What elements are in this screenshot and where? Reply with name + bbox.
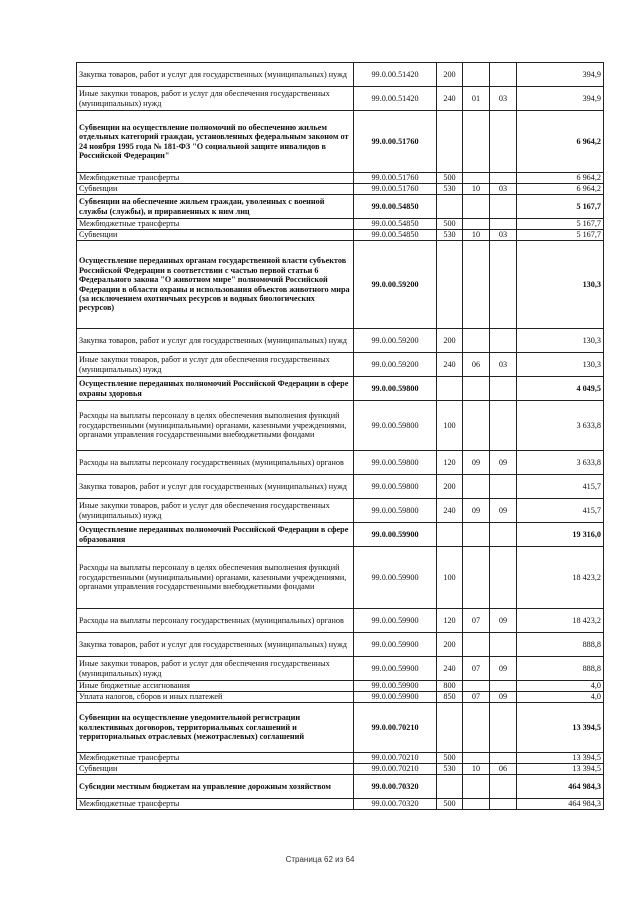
row-amount: 464 984,3: [517, 799, 604, 810]
row-code: 99.0.00.59200: [354, 329, 437, 353]
row-expense-type: [437, 523, 463, 547]
row-section: [463, 547, 490, 609]
table-row: [77, 173, 604, 184]
row-expense-type: 100: [437, 547, 463, 609]
table-row: [77, 230, 604, 241]
row-subsection: [490, 547, 517, 609]
row-section: [463, 241, 490, 329]
row-amount: 4 049,5: [517, 377, 604, 401]
row-subsection: 09: [490, 499, 517, 523]
row-code: 99.0.00.59900: [354, 633, 437, 657]
row-expense-type: 500: [437, 173, 463, 184]
table-row: [77, 87, 604, 111]
row-subsection: [490, 703, 517, 753]
row-amount: 6 964,2: [517, 173, 604, 184]
table-row: [77, 692, 604, 703]
row-subsection: [490, 799, 517, 810]
row-section: 07: [463, 692, 490, 703]
row-section: 09: [463, 451, 490, 475]
row-name: Иные закупки товаров, работ и услуг для обеспечения государственных (муниципальных) нужд: [77, 87, 354, 111]
row-section: [463, 219, 490, 230]
row-subsection: [490, 63, 517, 87]
table-row: [77, 799, 604, 810]
row-name: Субсидии местным бюджетам на управление дорожным хозяйством: [77, 775, 354, 799]
row-expense-type: 530: [437, 230, 463, 241]
row-subsection: [490, 377, 517, 401]
row-code: 99.0.00.59900: [354, 657, 437, 681]
row-name: Закупка товаров, работ и услуг для государственных (муниципальных) нужд: [77, 475, 354, 499]
row-amount: 5 167,7: [517, 219, 604, 230]
row-name: Закупка товаров, работ и услуг для государственных (муниципальных) нужд: [77, 633, 354, 657]
row-section: 01: [463, 87, 490, 111]
row-amount: 4,0: [517, 692, 604, 703]
row-amount: 18 423,2: [517, 547, 604, 609]
row-code: 99.0.00.59800: [354, 401, 437, 451]
row-name: Межбюджетные трансферты: [77, 173, 354, 184]
row-section: [463, 475, 490, 499]
table-row: [77, 703, 604, 753]
row-code: 99.0.00.54850: [354, 230, 437, 241]
row-section: [463, 329, 490, 353]
table-row: [77, 657, 604, 681]
row-name: Субвенции: [77, 764, 354, 775]
row-amount: 888,8: [517, 633, 604, 657]
row-amount: 415,7: [517, 499, 604, 523]
row-section: [463, 111, 490, 173]
row-section: [463, 775, 490, 799]
row-expense-type: 240: [437, 87, 463, 111]
row-name: Иные бюджетные ассигнования: [77, 681, 354, 692]
row-expense-type: 200: [437, 475, 463, 499]
table-row: [77, 523, 604, 547]
table-row: [77, 609, 604, 633]
row-name: Расходы на выплаты персоналу в целях обеспечения выполнения функций государственными (муниципальными) органами, казенными учреждениями, органами управления государственными внебюджетными фондами: [77, 547, 354, 609]
row-amount: 3 633,8: [517, 401, 604, 451]
row-amount: 130,3: [517, 353, 604, 377]
row-section: [463, 377, 490, 401]
row-expense-type: 500: [437, 799, 463, 810]
row-expense-type: 100: [437, 401, 463, 451]
table-row: [77, 633, 604, 657]
row-expense-type: 120: [437, 451, 463, 475]
row-name: Расходы на выплаты персоналу государственных (муниципальных) органов: [77, 609, 354, 633]
row-expense-type: 240: [437, 499, 463, 523]
table-row: [77, 111, 604, 173]
row-code: 99.0.00.70320: [354, 799, 437, 810]
row-code: 99.0.00.70320: [354, 775, 437, 799]
row-name: Субвенции на осуществление полномочий по обеспечению жильем отдельных категорий граждан, установленных федеральным законом от 24 ноября 1995 года № 181-ФЗ "О социальной защите инвалидов в Российской Федерации": [77, 111, 354, 173]
row-subsection: [490, 523, 517, 547]
row-name: Иные закупки товаров, работ и услуг для обеспечения государственных (муниципальных) нужд: [77, 657, 354, 681]
row-name: Иные закупки товаров, работ и услуг для обеспечения государственных (муниципальных) нужд: [77, 353, 354, 377]
row-section: [463, 633, 490, 657]
row-subsection: 03: [490, 87, 517, 111]
row-expense-type: [437, 377, 463, 401]
row-name: Осуществление переданных полномочий Российской Федерации в сфере охраны здоровья: [77, 377, 354, 401]
row-name: Закупка товаров, работ и услуг для государственных (муниципальных) нужд: [77, 329, 354, 353]
row-expense-type: 200: [437, 63, 463, 87]
table-row: [77, 377, 604, 401]
row-amount: 4,0: [517, 681, 604, 692]
row-subsection: [490, 775, 517, 799]
row-subsection: [490, 401, 517, 451]
row-amount: 6 964,2: [517, 184, 604, 195]
row-name: Субвенции: [77, 184, 354, 195]
row-name: Осуществление переданных органам государственной власти субъектов Российской Федерации в соответствии с частью первой статьи 6 Федерального закона "О животном мире" полномочий Российской Федерации в области охраны и использования объектов животного мира (за исключением охотничьих ресурсов и водных биологических ресурсов): [77, 241, 354, 329]
row-expense-type: 240: [437, 657, 463, 681]
table-row: [77, 547, 604, 609]
table-row: [77, 63, 604, 87]
row-subsection: [490, 173, 517, 184]
row-section: [463, 63, 490, 87]
row-expense-type: 200: [437, 633, 463, 657]
row-expense-type: 500: [437, 753, 463, 764]
row-section: [463, 523, 490, 547]
row-code: 99.0.00.59900: [354, 547, 437, 609]
row-amount: 130,3: [517, 329, 604, 353]
row-code: 99.0.00.59200: [354, 353, 437, 377]
table-row: [77, 353, 604, 377]
budget-table-body: [77, 63, 604, 810]
row-code: 99.0.00.51760: [354, 173, 437, 184]
row-amount: 394,9: [517, 63, 604, 87]
table-row: [77, 241, 604, 329]
row-section: [463, 799, 490, 810]
row-subsection: [490, 475, 517, 499]
row-expense-type: 800: [437, 681, 463, 692]
row-subsection: [490, 681, 517, 692]
row-code: 99.0.00.59900: [354, 692, 437, 703]
row-code: 99.0.00.59800: [354, 475, 437, 499]
row-section: 07: [463, 657, 490, 681]
row-section: 09: [463, 499, 490, 523]
row-expense-type: 530: [437, 764, 463, 775]
row-code: 99.0.00.51760: [354, 184, 437, 195]
row-subsection: [490, 111, 517, 173]
row-amount: 19 316,0: [517, 523, 604, 547]
row-expense-type: 120: [437, 609, 463, 633]
row-code: 99.0.00.51760: [354, 111, 437, 173]
row-subsection: 09: [490, 692, 517, 703]
row-subsection: 09: [490, 451, 517, 475]
row-amount: 415,7: [517, 475, 604, 499]
table-row: [77, 499, 604, 523]
table-row: [77, 184, 604, 195]
table-row: [77, 401, 604, 451]
table-row: [77, 451, 604, 475]
page-number: Страница 62 из 64: [285, 855, 355, 864]
row-subsection: [490, 195, 517, 219]
row-code: 99.0.00.70210: [354, 753, 437, 764]
row-amount: 13 394,5: [517, 703, 604, 753]
row-name: Субвенции на осуществление уведомительной регистрации коллективных договоров, территориальных соглашений и территориальных отраслевых (межотраслевых) соглашений: [77, 703, 354, 753]
row-subsection: [490, 753, 517, 764]
row-section: 07: [463, 609, 490, 633]
row-section: 10: [463, 230, 490, 241]
row-code: 99.0.00.70210: [354, 703, 437, 753]
row-code: 99.0.00.59200: [354, 241, 437, 329]
table-row: [77, 764, 604, 775]
row-amount: 5 167,7: [517, 230, 604, 241]
table-row: [77, 681, 604, 692]
row-subsection: 09: [490, 609, 517, 633]
row-subsection: [490, 241, 517, 329]
table-row: [77, 475, 604, 499]
row-section: [463, 681, 490, 692]
row-section: [463, 173, 490, 184]
budget-table-container: [76, 62, 604, 810]
row-name: Закупка товаров, работ и услуг для государственных (муниципальных) нужд: [77, 63, 354, 87]
row-name: Расходы на выплаты персоналу в целях обеспечения выполнения функций государственными (муниципальными) органами, казенными учреждениями, органами управления государственными внебюджетными фондами: [77, 401, 354, 451]
row-name: Межбюджетные трансферты: [77, 753, 354, 764]
row-amount: 3 633,8: [517, 451, 604, 475]
row-section: [463, 401, 490, 451]
row-subsection: 09: [490, 657, 517, 681]
row-section: 10: [463, 184, 490, 195]
row-code: 99.0.00.51420: [354, 63, 437, 87]
row-name: Уплата налогов, сборов и иных платежей: [77, 692, 354, 703]
row-expense-type: [437, 241, 463, 329]
row-code: 99.0.00.51420: [354, 87, 437, 111]
row-name: Межбюджетные трансферты: [77, 799, 354, 810]
row-expense-type: 530: [437, 184, 463, 195]
row-section: 10: [463, 764, 490, 775]
row-amount: 13 394,5: [517, 753, 604, 764]
row-name: Осуществление переданных полномочий Российской Федерации в сфере образования: [77, 523, 354, 547]
row-code: 99.0.00.59900: [354, 609, 437, 633]
row-code: 99.0.00.59900: [354, 681, 437, 692]
row-expense-type: [437, 703, 463, 753]
row-name: Субвенции на обеспечение жильем граждан, уволенных с военной службы (службы), и приравненных к ним лиц: [77, 195, 354, 219]
row-subsection: 03: [490, 353, 517, 377]
row-expense-type: 500: [437, 219, 463, 230]
row-amount: 13 394,5: [517, 764, 604, 775]
row-expense-type: 850: [437, 692, 463, 703]
row-amount: 394,9: [517, 87, 604, 111]
row-expense-type: [437, 111, 463, 173]
row-code: 99.0.00.54850: [354, 195, 437, 219]
row-amount: 464 984,3: [517, 775, 604, 799]
table-row: [77, 775, 604, 799]
row-expense-type: [437, 195, 463, 219]
row-code: 99.0.00.54850: [354, 219, 437, 230]
table-row: [77, 219, 604, 230]
budget-table: [76, 62, 604, 810]
row-section: [463, 753, 490, 764]
row-amount: 18 423,2: [517, 609, 604, 633]
row-subsection: 03: [490, 184, 517, 195]
row-code: 99.0.00.70210: [354, 764, 437, 775]
row-subsection: 06: [490, 764, 517, 775]
row-code: 99.0.00.59800: [354, 377, 437, 401]
row-subsection: [490, 329, 517, 353]
row-name: Расходы на выплаты персоналу государственных (муниципальных) органов: [77, 451, 354, 475]
row-name: Межбюджетные трансферты: [77, 219, 354, 230]
table-row: [77, 329, 604, 353]
row-amount: 888,8: [517, 657, 604, 681]
row-code: 99.0.00.59800: [354, 451, 437, 475]
row-code: 99.0.00.59900: [354, 523, 437, 547]
row-expense-type: 200: [437, 329, 463, 353]
row-code: 99.0.00.59800: [354, 499, 437, 523]
table-row: [77, 753, 604, 764]
row-amount: 130,3: [517, 241, 604, 329]
row-subsection: 03: [490, 230, 517, 241]
row-amount: 5 167,7: [517, 195, 604, 219]
row-name: Субвенции: [77, 230, 354, 241]
row-amount: 6 964,2: [517, 111, 604, 173]
row-subsection: [490, 219, 517, 230]
row-name: Иные закупки товаров, работ и услуг для обеспечения государственных (муниципальных) нужд: [77, 499, 354, 523]
row-section: 06: [463, 353, 490, 377]
row-subsection: [490, 633, 517, 657]
table-row: [77, 195, 604, 219]
row-expense-type: [437, 775, 463, 799]
row-section: [463, 195, 490, 219]
row-expense-type: 240: [437, 353, 463, 377]
row-section: [463, 703, 490, 753]
